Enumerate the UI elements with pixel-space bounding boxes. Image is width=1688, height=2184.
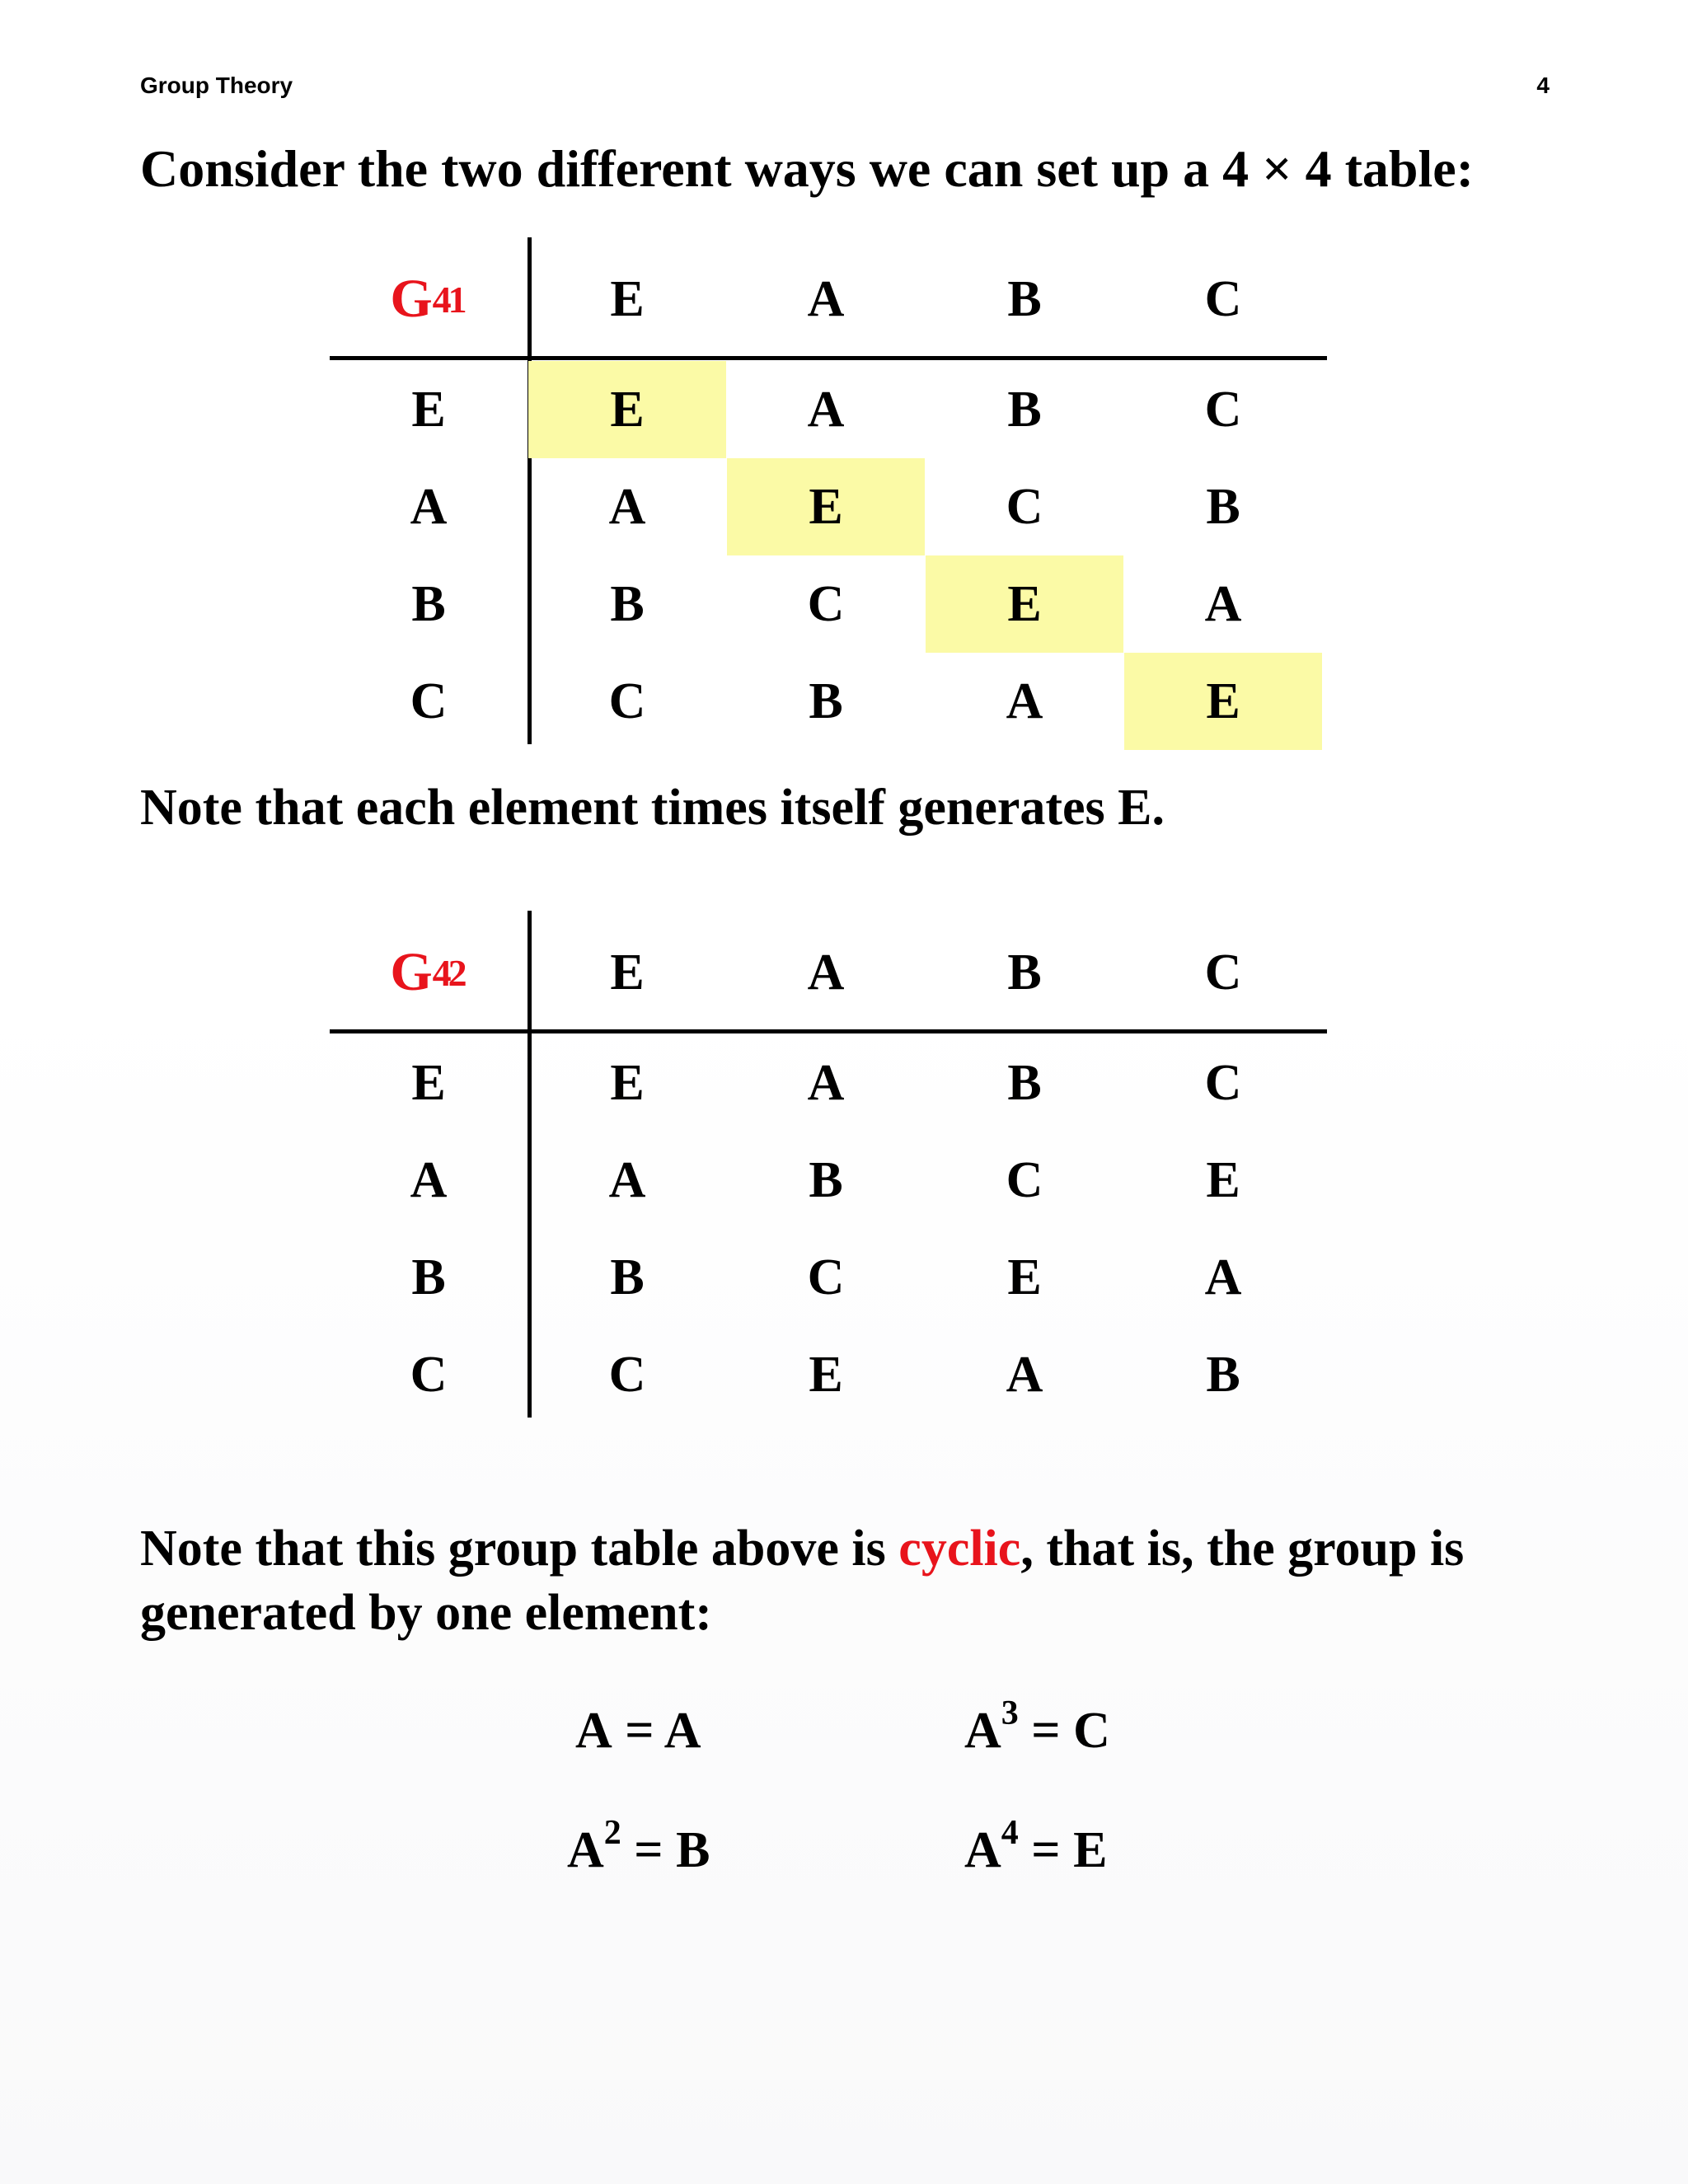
table-cell: C <box>1204 381 1242 438</box>
row-header: E <box>411 381 446 438</box>
row-header: B <box>411 1249 446 1305</box>
note-text: Note that this group table above is <box>140 1521 899 1577</box>
power-a3: $A^3 = C$ <box>964 1694 1110 1759</box>
row-header: E <box>411 1054 446 1111</box>
table-cell: B <box>1007 1054 1042 1111</box>
column-header: C <box>1204 944 1242 1001</box>
emphasis-cyclic: cyclic <box>898 1521 1021 1577</box>
table-cell: A <box>807 1054 845 1111</box>
table-cell: C <box>608 1346 646 1403</box>
table-symbol: G 4 2 <box>390 942 467 1002</box>
column-header: B <box>1007 944 1042 1001</box>
table-cell: A <box>1006 1346 1043 1403</box>
table-cell: B <box>1007 381 1042 438</box>
table-cell: B <box>610 1249 645 1305</box>
note-identity: Note that each element times itself generates E. <box>140 780 1165 836</box>
table-cell: E <box>926 555 1123 653</box>
table-cell: A <box>807 381 845 438</box>
row-header: C <box>410 1346 448 1403</box>
table-cell: E <box>1124 653 1322 750</box>
row-header: A <box>410 1151 448 1208</box>
column-header: E <box>610 270 645 327</box>
power-a4: $A^4 = E$ <box>964 1814 1108 1878</box>
table-cell: B <box>809 1151 843 1208</box>
table-cell: A <box>1006 673 1043 729</box>
table-cell: E <box>1007 1249 1042 1305</box>
table-cell: C <box>1204 1054 1242 1111</box>
table-cell: A <box>608 478 646 535</box>
table-cell: B <box>610 575 645 632</box>
table-cell: E <box>727 458 925 555</box>
column-header: C <box>1204 270 1242 327</box>
table-cell: C <box>807 575 845 632</box>
table-cell: C <box>1006 1151 1043 1208</box>
table-cell: C <box>1006 478 1043 535</box>
page-number: 4 <box>1536 73 1550 98</box>
table-symbol: G 4 1 <box>390 269 467 329</box>
table-cell: A <box>608 1151 646 1208</box>
table-cell: B <box>809 673 843 729</box>
row-header: A <box>410 478 448 535</box>
table-cell: E <box>610 1054 645 1111</box>
table-cell: C <box>608 673 646 729</box>
table-cell: B <box>1206 478 1240 535</box>
running-header-title: Group Theory <box>140 73 293 98</box>
column-header: A <box>807 270 845 327</box>
row-header: C <box>410 673 448 729</box>
table-cell: E <box>528 361 726 458</box>
table-cell: C <box>807 1249 845 1305</box>
table-cell: E <box>1206 1151 1240 1208</box>
column-header: B <box>1007 270 1042 327</box>
table-cell: A <box>1204 1249 1242 1305</box>
row-header: B <box>411 575 446 632</box>
section-heading: Consider the two different ways we can set up a 4 × 4 table: <box>140 139 1474 198</box>
table-cell: B <box>1206 1346 1240 1403</box>
column-header: A <box>807 944 845 1001</box>
power-a1: A = A <box>575 1703 701 1759</box>
note-cyclic <box>140 1516 1574 1645</box>
table-cell: A <box>1204 575 1242 632</box>
column-header: E <box>610 944 645 1001</box>
table-cell: E <box>809 1346 843 1403</box>
note-text: , that is, the group is generated by one element: <box>140 1521 1465 1641</box>
power-a2: $A^2 = B$ <box>567 1814 710 1878</box>
